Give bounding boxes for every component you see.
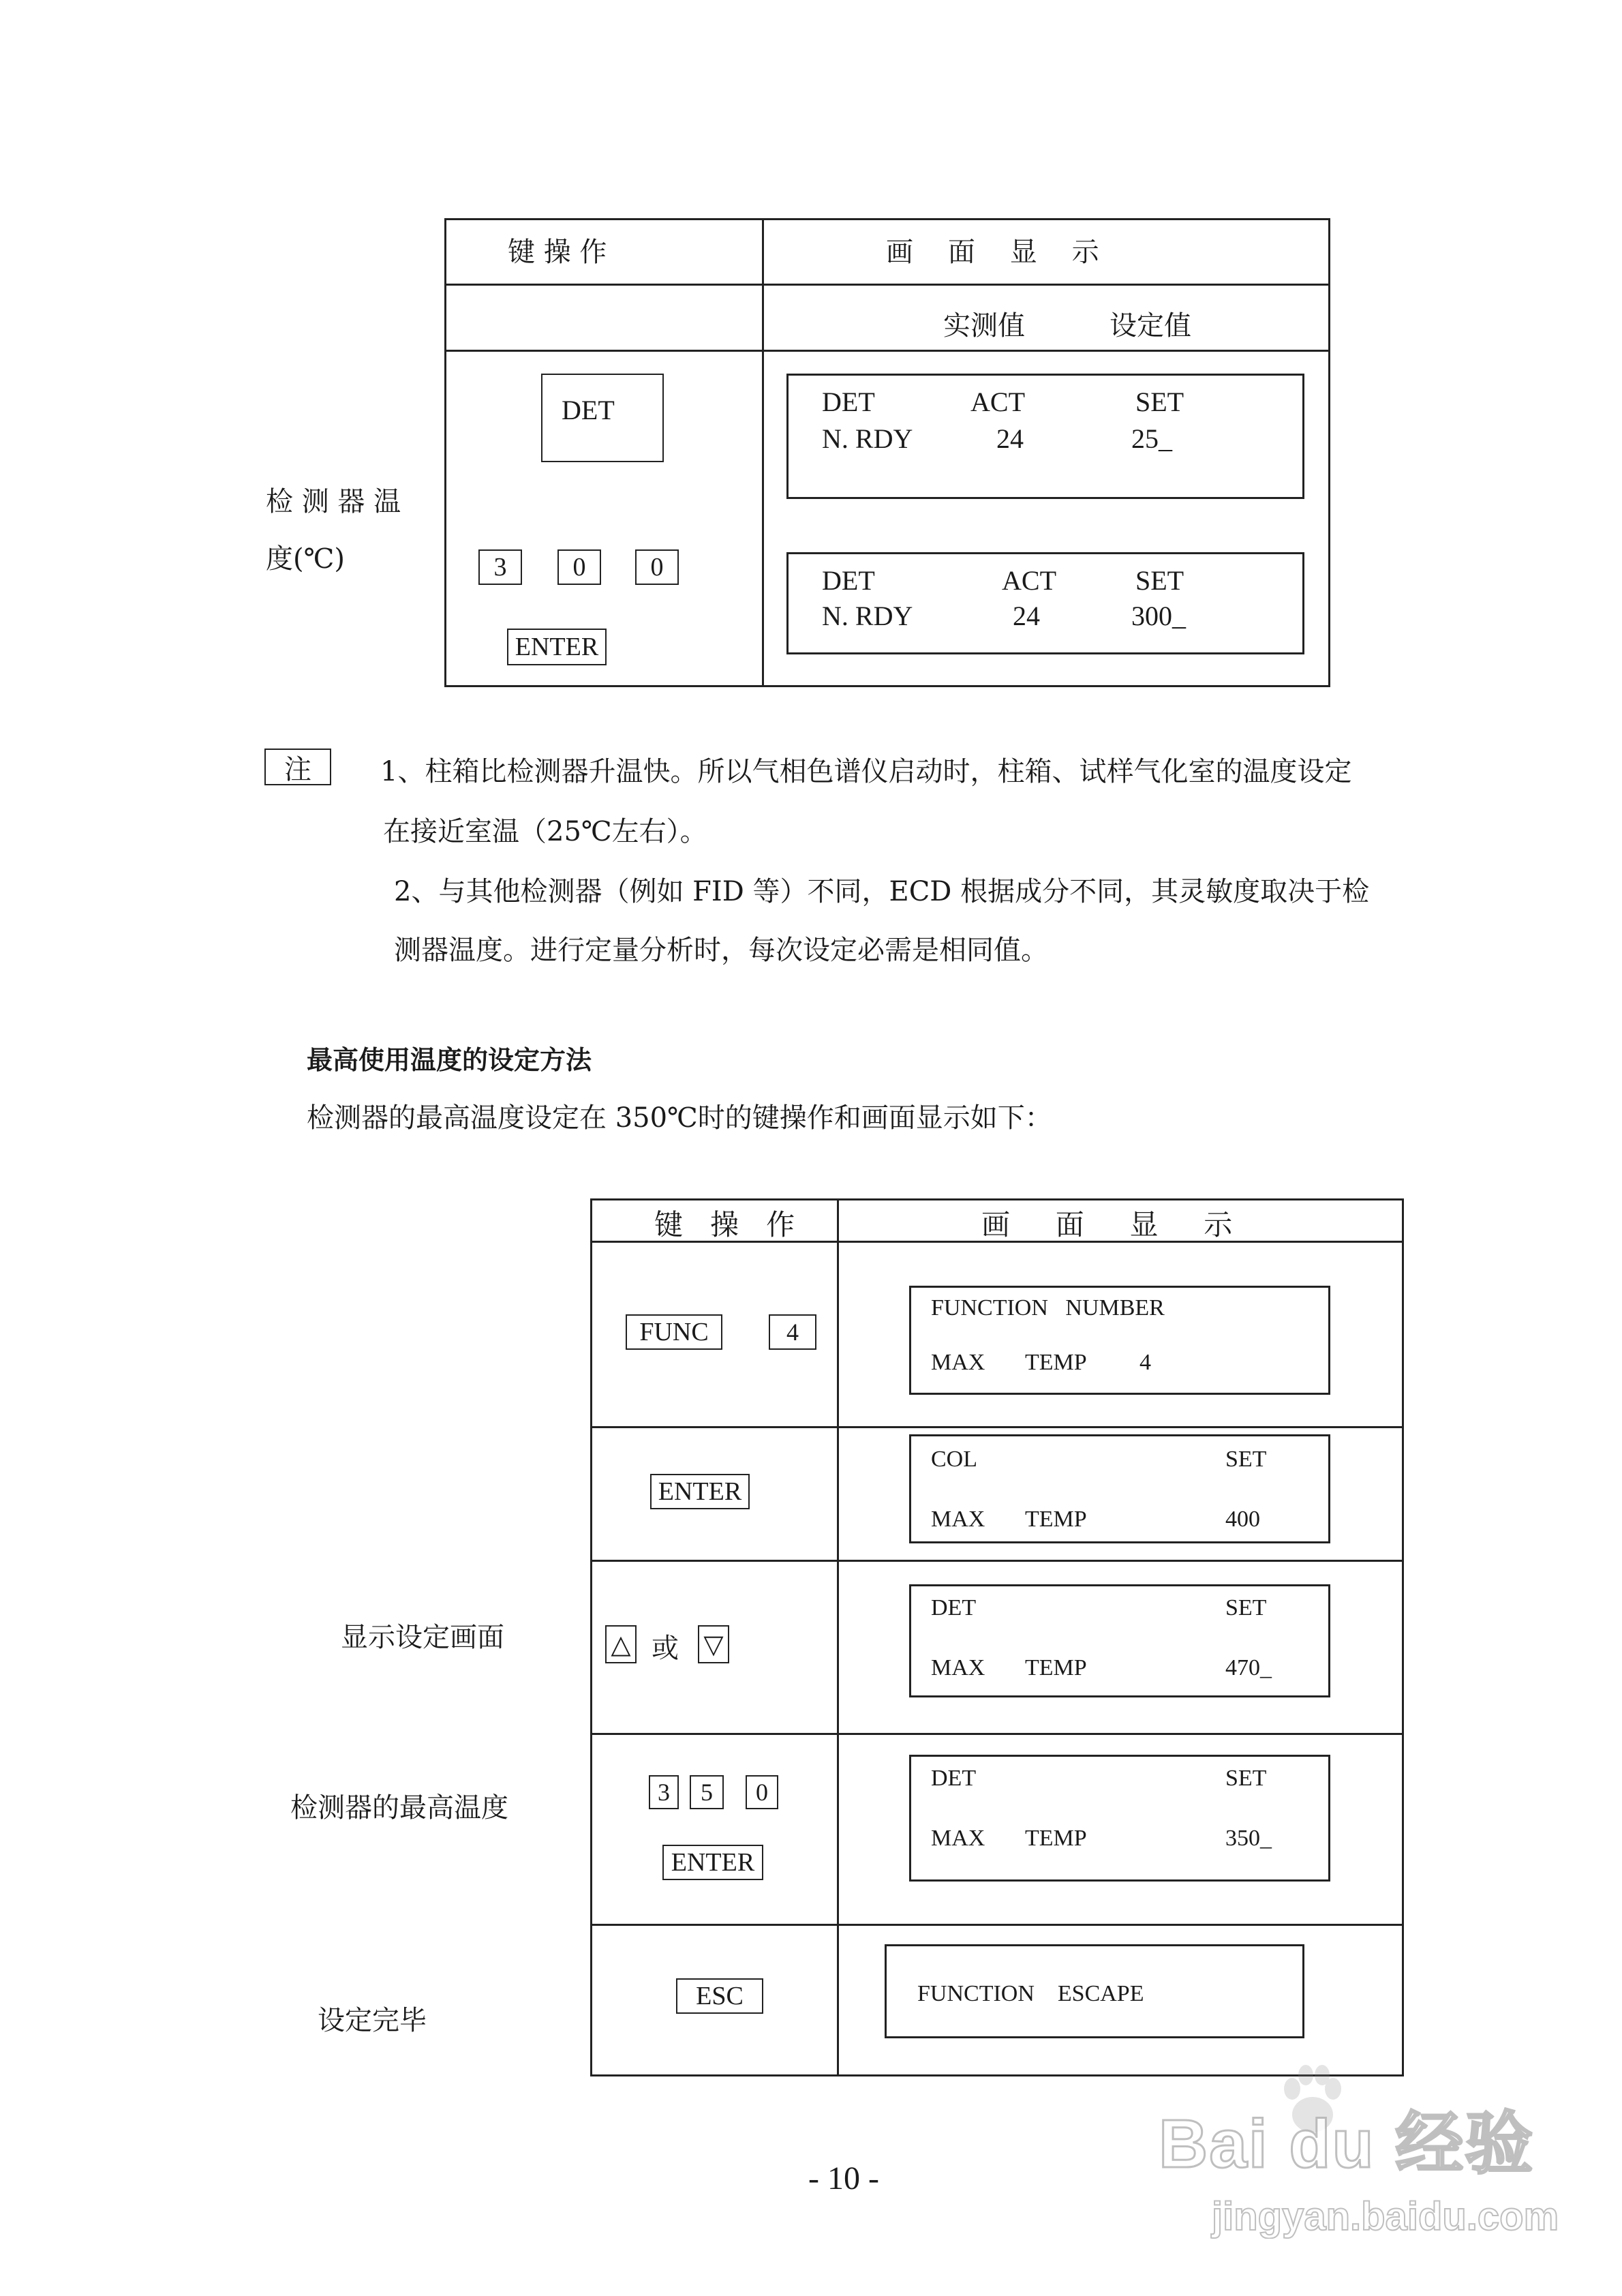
row5-line1: FUNCTION ESCAPE [917,1981,1144,2006]
digit-key: 3 [649,1775,679,1809]
screen2-set-value: 300_ [1131,601,1186,631]
row1-line1: FUNCTION NUMBER [931,1295,1165,1320]
screen2-status: N. RDY [822,601,913,631]
row4-max: MAX [931,1826,985,1851]
det-key-label: DET [562,395,615,425]
detector-temp-label-1: 检 测 器 温 [266,486,401,517]
row2-col: COL [931,1447,977,1472]
digit-key: 0 [557,549,601,585]
esc-key: ESC [676,1978,763,2014]
table1-sub-actual: 实测值 [943,310,1025,342]
detector-temp-label-2: 度(℃) [266,543,345,575]
digit-key: 0 [635,549,679,585]
row2-set: SET [1225,1447,1267,1472]
screen1-det: DET [822,387,875,417]
enter-key: ENTER [507,629,607,665]
screen1-status: N. RDY [822,423,913,454]
row3-value: 470_ [1225,1655,1272,1680]
row3-det: DET [931,1595,977,1620]
watermark-brand: Bai du 经验 [1159,2106,1535,2182]
screen1-set: SET [1135,387,1184,417]
watermark-url: jingyan.baidu.com [1212,2194,1559,2239]
table1-sub-set: 设定值 [1110,310,1191,342]
row4-label: 检测器的最高温度 [290,1792,508,1824]
screen1-set-value: 25_ [1131,423,1172,454]
screen1-act: ACT [970,387,1025,417]
section-intro: 检测器的最高温度设定在 350℃时的键操作和画面显示如下： [307,1102,1052,1134]
note-paragraph-1a: 1、柱箱比检测器升温快。所以气相色谱仪启动时，柱箱、试样气化室的温度设定 [380,756,1352,787]
func-key: FUNC [626,1314,722,1350]
or-text: 或 [652,1633,679,1664]
digit-key: 5 [690,1775,724,1809]
row1-max: MAX [931,1350,985,1375]
section-title: 最高使用温度的设定方法 [307,1046,592,1075]
row1-value: 4 [1139,1350,1151,1375]
row3-label: 显示设定画面 [341,1622,504,1653]
table2-header-key: 键 操 作 [654,1208,795,1241]
table1-header-key: 键 操 作 [508,237,607,268]
screen2-actual-value: 24 [1013,601,1040,631]
row3-max: MAX [931,1655,985,1680]
table2-header-screen: 画 面 显 示 [981,1208,1233,1241]
row2-max: MAX [931,1507,985,1532]
page-number: - 10 - [808,2160,879,2196]
row2-value: 400 [1225,1507,1260,1532]
row2-temp: TEMP [1025,1507,1087,1532]
row4-set: SET [1225,1766,1267,1791]
note-paragraph-2b: 测器温度。进行定量分析时，每次设定必需是相同值。 [394,935,1048,966]
screen1-actual-value: 24 [996,423,1024,454]
enter-key: ENTER [662,1845,763,1880]
row4-det: DET [931,1766,977,1791]
note-paragraph-1b: 在接近室温（25℃左右）。 [383,816,707,847]
down-arrow-key: ▽ [698,1625,729,1663]
digit-key: 4 [769,1314,816,1350]
note-tag: 注 [264,749,331,785]
up-arrow-key: △ [605,1625,637,1663]
note-paragraph-2a: 2、与其他检测器（例如 FID 等）不同，ECD 根据成分不同，其灵敏度取决于检 [394,876,1370,907]
row4-temp: TEMP [1025,1826,1087,1851]
det-key [541,374,664,462]
row4-value: 350_ [1225,1826,1272,1851]
row5-label: 设定完毕 [318,2005,427,2036]
enter-key: ENTER [650,1474,750,1509]
screen2-det: DET [822,565,875,596]
digit-key: 0 [746,1775,778,1809]
screen2-set: SET [1135,565,1184,596]
row3-set: SET [1225,1595,1267,1620]
screen2-act: ACT [1002,565,1056,596]
row3-temp: TEMP [1025,1655,1087,1680]
table1-header-screen: 画 面 显 示 [886,237,1099,268]
row1-temp: TEMP [1025,1350,1087,1375]
digit-key: 3 [478,549,522,585]
